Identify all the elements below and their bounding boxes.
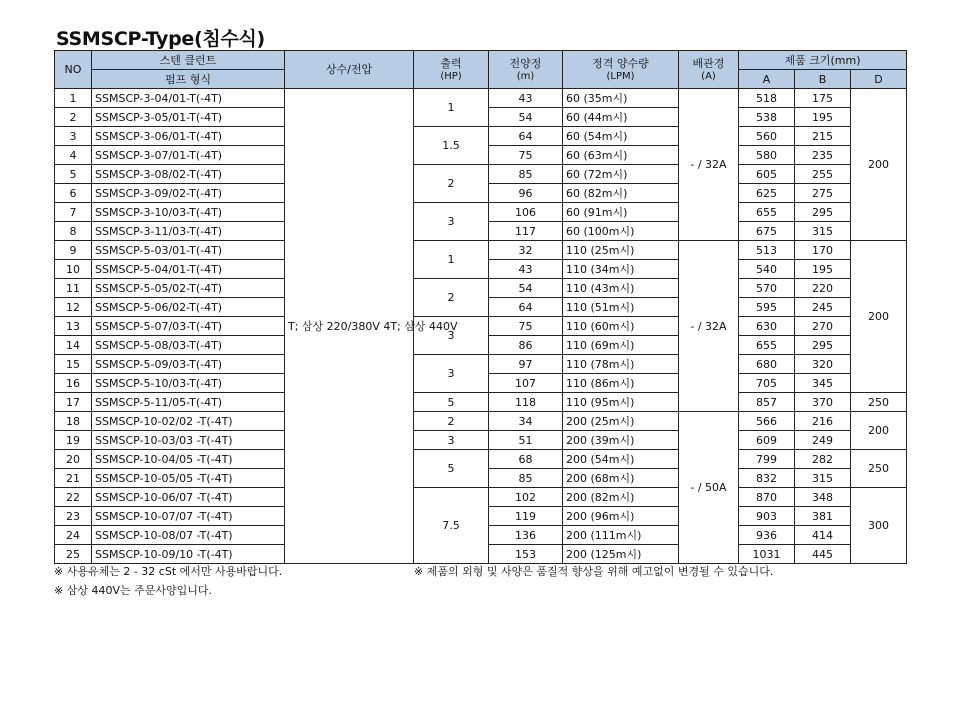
row-size-b: 381 bbox=[795, 507, 851, 526]
row-model: SSMSCP-10-05/05 -T(-4T) bbox=[92, 469, 285, 488]
notes-left bbox=[54, 562, 282, 600]
note-fluid: ※ 사용유체는 2 - 32 cSt 에서만 사용바랍니다. bbox=[54, 565, 283, 578]
note-voltage: ※ 삼상 440V는 주문사양입니다. bbox=[54, 584, 212, 597]
row-size-d: 250 bbox=[851, 393, 907, 412]
header-head bbox=[489, 51, 563, 89]
electrical-spec: T; 삼상 220/380V 4T; 삼상 440V bbox=[285, 89, 414, 564]
row-no: 22 bbox=[55, 488, 92, 507]
row-size-b: 282 bbox=[795, 450, 851, 469]
row-flow: 200 (96m시) bbox=[563, 507, 679, 526]
table-body bbox=[55, 89, 907, 564]
row-size-b: 220 bbox=[795, 279, 851, 298]
row-flow: 60 (63m시) bbox=[563, 146, 679, 165]
row-head: 75 bbox=[489, 146, 563, 165]
table-row bbox=[55, 89, 907, 108]
row-no: 19 bbox=[55, 431, 92, 450]
row-head: 106 bbox=[489, 203, 563, 222]
header-a: A bbox=[739, 70, 795, 89]
row-no: 7 bbox=[55, 203, 92, 222]
row-pipe: - / 32A bbox=[679, 241, 739, 412]
header-pipe-label: 배관경 bbox=[692, 57, 725, 70]
row-size-b: 445 bbox=[795, 545, 851, 564]
header-size: 제품 크기(mm) bbox=[739, 51, 907, 70]
header-flow-label: 정격 양수량 bbox=[592, 57, 649, 70]
row-flow: 60 (100m시) bbox=[563, 222, 679, 241]
row-power: 3 bbox=[414, 355, 489, 393]
row-size-b: 295 bbox=[795, 336, 851, 355]
table-row bbox=[55, 431, 907, 450]
row-power: 5 bbox=[414, 393, 489, 412]
row-model: SSMSCP-10-06/07 -T(-4T) bbox=[92, 488, 285, 507]
row-head: 51 bbox=[489, 431, 563, 450]
header-flow bbox=[563, 51, 679, 89]
row-size-b: 195 bbox=[795, 260, 851, 279]
row-head: 97 bbox=[489, 355, 563, 374]
row-size-a: 799 bbox=[739, 450, 795, 469]
row-no: 14 bbox=[55, 336, 92, 355]
row-size-b: 245 bbox=[795, 298, 851, 317]
row-size-b: 315 bbox=[795, 222, 851, 241]
spec-table bbox=[54, 50, 907, 564]
row-head: 118 bbox=[489, 393, 563, 412]
table-row bbox=[55, 355, 907, 374]
header-head-label: 전양정 bbox=[509, 57, 542, 70]
row-size-a: 595 bbox=[739, 298, 795, 317]
row-size-b: 270 bbox=[795, 317, 851, 336]
row-no: 12 bbox=[55, 298, 92, 317]
table-row bbox=[55, 279, 907, 298]
row-head: 75 bbox=[489, 317, 563, 336]
row-size-a: 832 bbox=[739, 469, 795, 488]
row-power: 2 bbox=[414, 165, 489, 203]
page-title: SSMSCP-Type(침수식) bbox=[56, 28, 265, 50]
row-no: 18 bbox=[55, 412, 92, 431]
row-head: 102 bbox=[489, 488, 563, 507]
row-size-d: 200 bbox=[851, 89, 907, 241]
row-size-a: 609 bbox=[739, 431, 795, 450]
table-row bbox=[55, 165, 907, 184]
note-change: ※ 제품의 외형 및 사양은 품질적 향상을 위해 예고없이 변경될 수 있습니다. bbox=[414, 565, 774, 578]
row-size-a: 1031 bbox=[739, 545, 795, 564]
header-power bbox=[414, 51, 489, 89]
row-no: 1 bbox=[55, 89, 92, 108]
row-no: 13 bbox=[55, 317, 92, 336]
row-head: 34 bbox=[489, 412, 563, 431]
row-size-a: 570 bbox=[739, 279, 795, 298]
row-size-a: 655 bbox=[739, 203, 795, 222]
row-no: 3 bbox=[55, 127, 92, 146]
row-no: 17 bbox=[55, 393, 92, 412]
row-no: 4 bbox=[55, 146, 92, 165]
table-row bbox=[55, 393, 907, 412]
header-series: 스텐 클런트 bbox=[92, 51, 285, 70]
row-size-a: 680 bbox=[739, 355, 795, 374]
row-size-b: 345 bbox=[795, 374, 851, 393]
row-size-a: 857 bbox=[739, 393, 795, 412]
row-head: 119 bbox=[489, 507, 563, 526]
row-model: SSMSCP-5-08/03-T(-4T) bbox=[92, 336, 285, 355]
row-flow: 200 (25m시) bbox=[563, 412, 679, 431]
table-row bbox=[55, 127, 907, 146]
row-size-b: 235 bbox=[795, 146, 851, 165]
row-power: 7.5 bbox=[414, 488, 489, 564]
row-flow: 60 (35m시) bbox=[563, 89, 679, 108]
row-size-b: 170 bbox=[795, 241, 851, 260]
row-head: 107 bbox=[489, 374, 563, 393]
header-flow-unit: (LPM) bbox=[606, 71, 635, 82]
row-power: 1 bbox=[414, 241, 489, 279]
row-model: SSMSCP-3-11/03-T(-4T) bbox=[92, 222, 285, 241]
row-model: SSMSCP-10-04/05 -T(-4T) bbox=[92, 450, 285, 469]
row-head: 86 bbox=[489, 336, 563, 355]
row-no: 24 bbox=[55, 526, 92, 545]
row-pipe: - / 50A bbox=[679, 412, 739, 564]
row-size-b: 216 bbox=[795, 412, 851, 431]
header-pipe bbox=[679, 51, 739, 89]
row-model: SSMSCP-3-04/01-T(-4T) bbox=[92, 89, 285, 108]
row-model: SSMSCP-5-07/03-T(-4T) bbox=[92, 317, 285, 336]
row-size-b: 295 bbox=[795, 203, 851, 222]
row-size-a: 513 bbox=[739, 241, 795, 260]
row-model: SSMSCP-5-06/02-T(-4T) bbox=[92, 298, 285, 317]
row-size-a: 538 bbox=[739, 108, 795, 127]
row-size-b: 175 bbox=[795, 89, 851, 108]
table-header bbox=[55, 51, 907, 89]
row-flow: 60 (72m시) bbox=[563, 165, 679, 184]
row-head: 32 bbox=[489, 241, 563, 260]
row-model: SSMSCP-5-03/01-T(-4T) bbox=[92, 241, 285, 260]
row-head: 136 bbox=[489, 526, 563, 545]
header-power-label: 출력 bbox=[440, 57, 462, 70]
header-pump-type: 펌프 형식 bbox=[92, 70, 285, 89]
row-flow: 110 (86m시) bbox=[563, 374, 679, 393]
row-no: 23 bbox=[55, 507, 92, 526]
row-size-a: 655 bbox=[739, 336, 795, 355]
row-flow: 110 (43m시) bbox=[563, 279, 679, 298]
row-head: 64 bbox=[489, 127, 563, 146]
row-size-d: 200 bbox=[851, 412, 907, 450]
row-flow: 110 (25m시) bbox=[563, 241, 679, 260]
row-size-a: 580 bbox=[739, 146, 795, 165]
row-flow: 60 (91m시) bbox=[563, 203, 679, 222]
row-power: 3 bbox=[414, 431, 489, 450]
table-row bbox=[55, 412, 907, 431]
row-power: 3 bbox=[414, 317, 489, 355]
row-no: 11 bbox=[55, 279, 92, 298]
row-no: 16 bbox=[55, 374, 92, 393]
row-no: 8 bbox=[55, 222, 92, 241]
row-size-b: 414 bbox=[795, 526, 851, 545]
row-power: 1.5 bbox=[414, 127, 489, 165]
row-size-b: 348 bbox=[795, 488, 851, 507]
row-power: 5 bbox=[414, 450, 489, 488]
row-model: SSMSCP-3-08/02-T(-4T) bbox=[92, 165, 285, 184]
table-row bbox=[55, 203, 907, 222]
row-size-b: 320 bbox=[795, 355, 851, 374]
row-power: 3 bbox=[414, 203, 489, 241]
row-model: SSMSCP-10-07/07 -T(-4T) bbox=[92, 507, 285, 526]
header-no: NO bbox=[55, 51, 92, 89]
row-model: SSMSCP-5-04/01-T(-4T) bbox=[92, 260, 285, 279]
row-size-b: 315 bbox=[795, 469, 851, 488]
row-size-d: 300 bbox=[851, 488, 907, 564]
row-size-b: 215 bbox=[795, 127, 851, 146]
header-d: D bbox=[851, 70, 907, 89]
row-pipe: - / 32A bbox=[679, 89, 739, 241]
row-size-d: 250 bbox=[851, 450, 907, 488]
row-head: 54 bbox=[489, 279, 563, 298]
row-flow: 200 (111m시) bbox=[563, 526, 679, 545]
row-no: 15 bbox=[55, 355, 92, 374]
row-size-a: 560 bbox=[739, 127, 795, 146]
row-size-a: 605 bbox=[739, 165, 795, 184]
row-size-a: 870 bbox=[739, 488, 795, 507]
row-size-a: 625 bbox=[739, 184, 795, 203]
row-model: SSMSCP-10-09/10 -T(-4T) bbox=[92, 545, 285, 564]
row-flow: 200 (82m시) bbox=[563, 488, 679, 507]
row-no: 6 bbox=[55, 184, 92, 203]
row-model: SSMSCP-3-10/03-T(-4T) bbox=[92, 203, 285, 222]
header-b: B bbox=[795, 70, 851, 89]
row-size-a: 903 bbox=[739, 507, 795, 526]
row-flow: 110 (78m시) bbox=[563, 355, 679, 374]
row-head: 96 bbox=[489, 184, 563, 203]
row-model: SSMSCP-5-11/05-T(-4T) bbox=[92, 393, 285, 412]
row-flow: 200 (125m시) bbox=[563, 545, 679, 564]
row-model: SSMSCP-3-05/01-T(-4T) bbox=[92, 108, 285, 127]
table-row bbox=[55, 317, 907, 336]
row-model: SSMSCP-3-07/01-T(-4T) bbox=[92, 146, 285, 165]
row-model: SSMSCP-10-03/03 -T(-4T) bbox=[92, 431, 285, 450]
row-flow: 60 (54m시) bbox=[563, 127, 679, 146]
row-size-a: 630 bbox=[739, 317, 795, 336]
row-head: 43 bbox=[489, 260, 563, 279]
row-size-a: 705 bbox=[739, 374, 795, 393]
table-row bbox=[55, 488, 907, 507]
row-flow: 200 (68m시) bbox=[563, 469, 679, 488]
row-head: 85 bbox=[489, 469, 563, 488]
row-no: 10 bbox=[55, 260, 92, 279]
row-head: 153 bbox=[489, 545, 563, 564]
row-size-a: 518 bbox=[739, 89, 795, 108]
row-size-a: 566 bbox=[739, 412, 795, 431]
row-head: 68 bbox=[489, 450, 563, 469]
row-head: 85 bbox=[489, 165, 563, 184]
row-size-a: 540 bbox=[739, 260, 795, 279]
row-flow: 60 (44m시) bbox=[563, 108, 679, 127]
header-pipe-unit: (A) bbox=[701, 71, 716, 82]
row-flow: 60 (82m시) bbox=[563, 184, 679, 203]
row-size-b: 370 bbox=[795, 393, 851, 412]
header-power-unit: (HP) bbox=[440, 71, 462, 82]
row-model: SSMSCP-5-10/03-T(-4T) bbox=[92, 374, 285, 393]
row-no: 5 bbox=[55, 165, 92, 184]
row-size-d: 200 bbox=[851, 241, 907, 393]
row-size-a: 675 bbox=[739, 222, 795, 241]
row-model: SSMSCP-10-02/02 -T(-4T) bbox=[92, 412, 285, 431]
row-no: 20 bbox=[55, 450, 92, 469]
row-no: 25 bbox=[55, 545, 92, 564]
row-size-b: 275 bbox=[795, 184, 851, 203]
row-model: SSMSCP-5-05/02-T(-4T) bbox=[92, 279, 285, 298]
table-row bbox=[55, 241, 907, 260]
row-head: 117 bbox=[489, 222, 563, 241]
row-no: 21 bbox=[55, 469, 92, 488]
row-model: SSMSCP-5-09/03-T(-4T) bbox=[92, 355, 285, 374]
row-model: SSMSCP-10-08/07 -T(-4T) bbox=[92, 526, 285, 545]
row-power: 1 bbox=[414, 89, 489, 127]
row-power: 2 bbox=[414, 279, 489, 317]
table-row bbox=[55, 450, 907, 469]
row-flow: 110 (60m시) bbox=[563, 317, 679, 336]
header-head-unit: (m) bbox=[516, 71, 535, 82]
row-model: SSMSCP-3-06/01-T(-4T) bbox=[92, 127, 285, 146]
row-size-b: 255 bbox=[795, 165, 851, 184]
row-size-b: 249 bbox=[795, 431, 851, 450]
row-head: 64 bbox=[489, 298, 563, 317]
row-model: SSMSCP-3-09/02-T(-4T) bbox=[92, 184, 285, 203]
row-flow: 110 (51m시) bbox=[563, 298, 679, 317]
row-head: 43 bbox=[489, 89, 563, 108]
row-flow: 110 (34m시) bbox=[563, 260, 679, 279]
row-flow: 200 (54m시) bbox=[563, 450, 679, 469]
row-flow: 110 (95m시) bbox=[563, 393, 679, 412]
row-power: 2 bbox=[414, 412, 489, 431]
row-flow: 110 (69m시) bbox=[563, 336, 679, 355]
header-electrical: 상수/전압 bbox=[285, 51, 414, 89]
row-head: 54 bbox=[489, 108, 563, 127]
row-no: 9 bbox=[55, 241, 92, 260]
row-flow: 200 (39m시) bbox=[563, 431, 679, 450]
row-no: 2 bbox=[55, 108, 92, 127]
row-size-a: 936 bbox=[739, 526, 795, 545]
row-size-b: 195 bbox=[795, 108, 851, 127]
